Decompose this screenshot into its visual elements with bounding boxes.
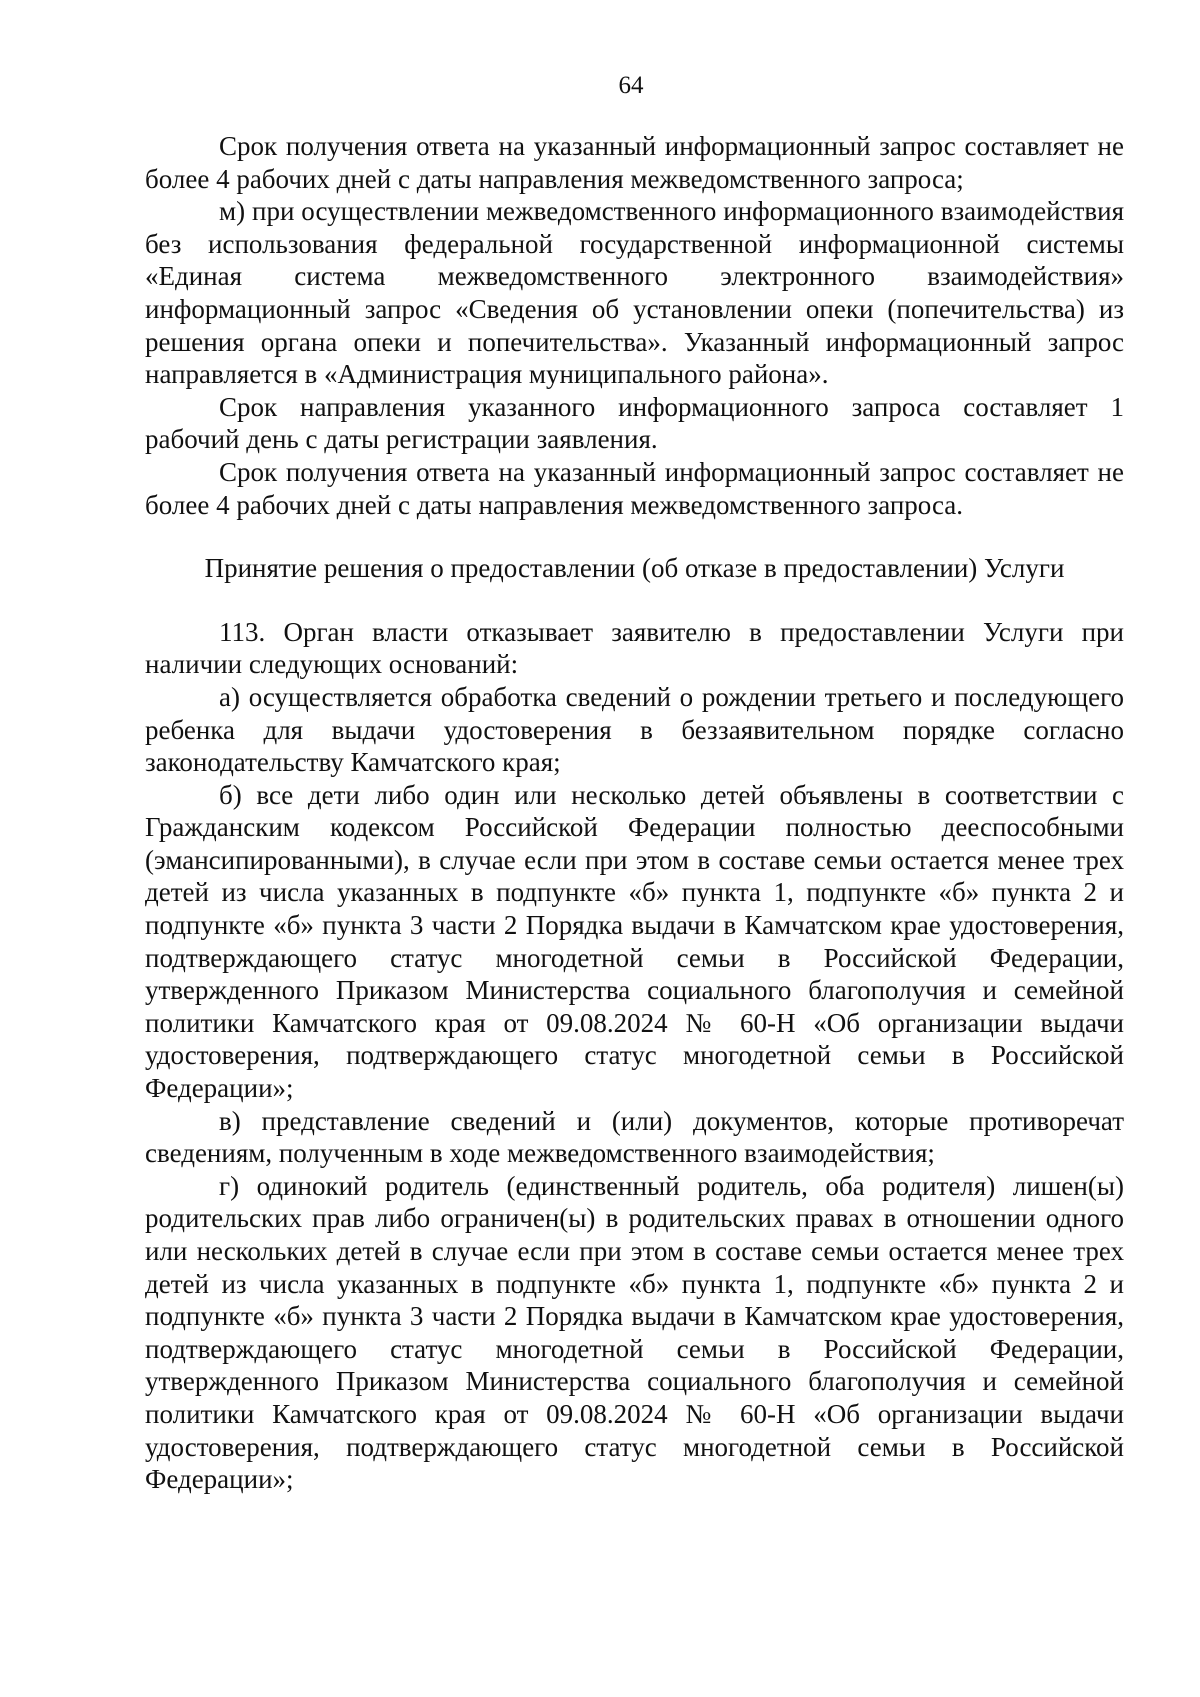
paragraph-item-a: а) осуществляется обработка сведений о рождении третьего и последующего ребенка для выдачи удостоверения в беззаявительном порядке согласно законодательству Камчатского края; <box>145 681 1124 778</box>
page-number: 64 <box>618 72 644 99</box>
paragraph-response-deadline-2: Срок получения ответа на указанный информационный запрос составляет не более 4 рабочих дней с даты направления межведомственного запроса. <box>145 456 1124 520</box>
paragraph-response-deadline: Срок получения ответа на указанный информационный запрос составляет не более 4 рабочих дней с даты направления межведомственного запроса; <box>145 131 1124 194</box>
paragraph-request-deadline: Срок направления указанного информационного запроса составляет 1 рабочий день с даты регистрации заявления. <box>145 391 1124 455</box>
section-heading: Принятие решения о предоставлении (об отказе в предоставлении) Услуги <box>204 553 1065 584</box>
paragraph-item-b: б) все дети либо один или несколько детей объявлены в соответствии с Гражданским кодексом Российской Федерации полностью дееспособными (эмансипированными), в случае если при этом в составе семьи остается менее трех детей из числа указанных в подпункте «б» пункта 1, подпункте «б» пункта 2 и подпункте «б» пункта 3 части 2 Порядка выдачи в Камчатском крае удостоверения, подтверждающего статус многодетной семьи в Российской Федерации, утвержденного Приказом Министерства социального благополучия и семейной политики Камчатского края от 09.08.2024 № 60-Н «Об организации выдачи удостоверения, подтверждающего статус многодетной семьи в Российской Федерации»; <box>145 779 1124 1104</box>
paragraph-item-m: м) при осуществлении межведомственного информационного взаимодействия без использования федеральной государственной информационной системы «Единая система межведомственного электронного взаимодействия» информационный запрос «Сведения об установлении опеки (попечительства) из решения органа опеки и попечительства». Указанный информационный запрос направляется в «Администрация муниципального района». <box>145 196 1124 390</box>
paragraph-item-g: г) одинокий родитель (единственный родитель, оба родителя) лишен(ы) родительских прав либо ограничен(ы) в родительских правах в отношении одного или нескольких детей в случае если при этом в составе семьи остается менее трех детей из числа указанных в подпункте «б» пункта 1, подпункте «б» пункта 2 и подпункте «б» пункта 3 части 2 Порядка выдачи в Камчатском крае удостоверения, подтверждающего статус многодетной семьи в Российской Федерации, утвержденного Приказом Министерства социального благополучия и семейной политики Камчатского края от 09.08.2024 № 60-Н «Об организации выдачи удостоверения, подтверждающего статус многодетной семьи в Российской Федерации»; <box>145 1170 1124 1495</box>
paragraph-113: 113. Орган власти отказывает заявителю в предоставлении Услуги при наличии следующих оснований: <box>145 616 1124 680</box>
paragraph-item-v: в) представление сведений и (или) документов, которые противоречат сведениям, полученным в ходе межведомственного взаимодействия; <box>145 1105 1124 1169</box>
document-body <box>145 130 1124 1496</box>
